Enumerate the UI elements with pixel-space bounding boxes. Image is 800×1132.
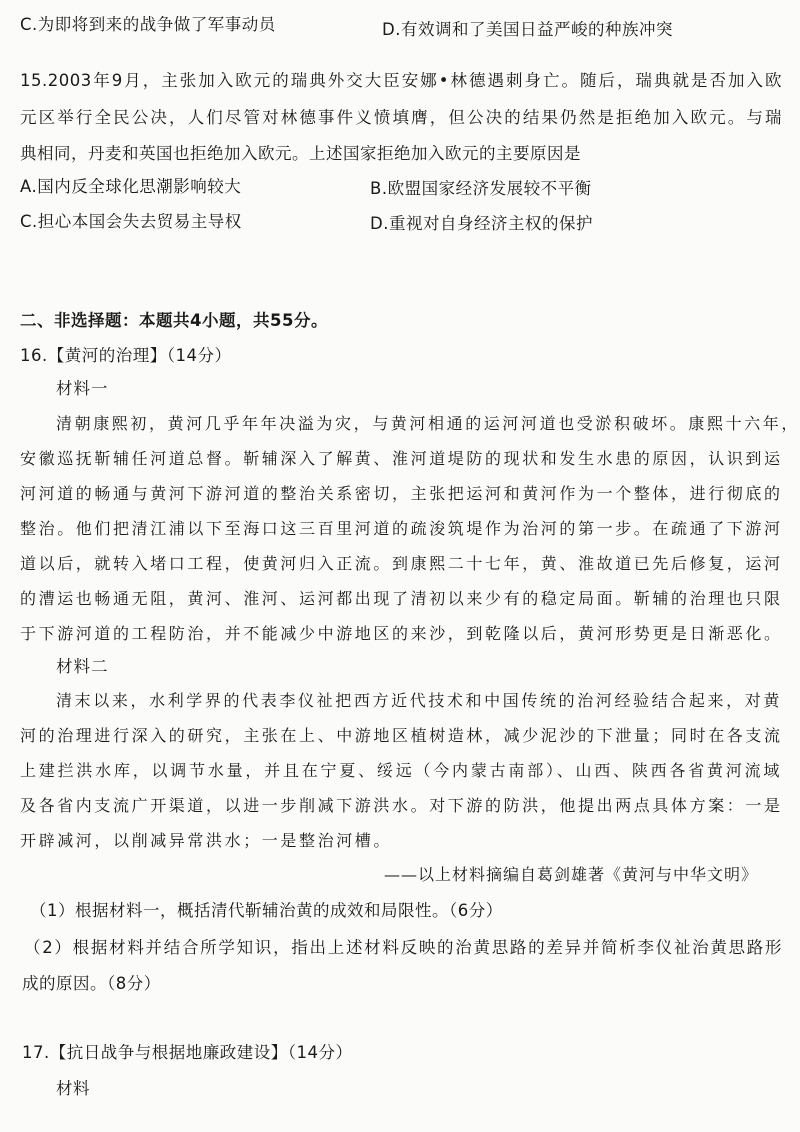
material-1-line: 道以后，就转入堵口工程，使黄河归入正流。到康熙二十七年，黄、淮故道已先后修复，运河 bbox=[20, 554, 783, 573]
material-1-label: 材料一 bbox=[56, 379, 109, 398]
q15-option-d: D.重视对自身经济主权的保护 bbox=[370, 214, 593, 233]
q15-stem-line: 典相同，丹麦和英国也拒绝加入欧元。上述国家拒绝加入欧元的主要原因是 bbox=[20, 144, 581, 163]
q15-option-c: C.担心本国会失去贸易主导权 bbox=[20, 212, 242, 231]
q15-option-a: A.国内反全球化思潮影响较大 bbox=[20, 177, 242, 196]
q16-subquestion-2-line: 成的原因。（8分） bbox=[22, 974, 161, 993]
q15-stem-line: 元区举行全民公决，人们尽管对林德事件义愤填膺，但公决的结果仍然是拒绝加入欧元。与瑞 bbox=[20, 108, 782, 127]
material-2-line: 清末以来，水利学界的代表李仪祉把西方近代技术和中国传统的治河经验结合起来，对黄 bbox=[56, 691, 782, 710]
q16-title: 16.【黄河的治理】（14分） bbox=[20, 346, 232, 365]
q16-subquestion-2-line: （2）根据材料并结合所学知识，指出上述材料反映的治黄思路的差异并简析李仪祉治黄思路形 bbox=[24, 938, 782, 957]
material-2-line: 河的治理进行深入的研究，主张在上、中游地区植树造林，减少泥沙的下泄量；同时在各支流 bbox=[20, 726, 783, 745]
material-1-line: 整治。他们把清江浦以下至海口这三百里河道的疏浚筑堤作为治河的第一步。在疏通了下游河 bbox=[20, 519, 783, 538]
material-2-line: 开辟减河，以削减异常洪水；一是整治河槽。 bbox=[20, 831, 393, 850]
material-2-line: 上建拦洪水库，以调节水量，并且在宁夏、绥远（今内蒙古南部）、山西、陕西各省黄河流域 bbox=[20, 761, 782, 780]
material-1-line: 安徽巡抚靳辅任河道总督。靳辅深入了解黄、淮河道堤防的现状和发生水患的原因，认识到运 bbox=[20, 449, 783, 468]
q16-subquestion-1: （1）根据材料一，概括清代靳辅治黄的成效和局限性。（6分） bbox=[30, 901, 503, 920]
material-2-line: 及各省内支流广开渠道，以进一步削减下游洪水。对下游的防洪，他提出两点具体方案：一是 bbox=[20, 796, 783, 815]
material-1-line: 的漕运也畅通无阻，黄河、淮河、运河都出现了清初以来少有的稳定局面。靳辅的治理也只限 bbox=[20, 589, 783, 608]
q15-option-b: B.欧盟国家经济发展较不平衡 bbox=[370, 179, 592, 198]
q17-material-label: 材料 bbox=[56, 1079, 90, 1098]
q15-stem-line: 15.2003年9月，主张加入欧元的瑞典外交大臣安娜•林德遇刺身亡。随后，瑞典就是否加入欧 bbox=[20, 71, 782, 90]
material-source: ——以上材料摘编自葛剑雄著《黄河与中华文明》 bbox=[383, 865, 758, 884]
q17-title: 17.【抗日战争与根据地廉政建设】（14分） bbox=[22, 1043, 353, 1062]
q14-option-d: D.有效调和了美国日益严峻的种族冲突 bbox=[382, 20, 673, 39]
material-1-line: 河河道的畅通与黄河下游河道的整治关系密切，主张把运河和黄河作为一个整体，进行彻底的 bbox=[20, 484, 783, 503]
material-1-line: 于下游河道的工程防治，并不能减少中游地区的来沙，到乾隆以后，黄河形势更是日渐恶化。 bbox=[20, 624, 783, 643]
material-1-line: 清朝康熙初，黄河几乎年年决溢为灾，与黄河相通的运河河道也受淤积破坏。康熙十六年， bbox=[56, 414, 800, 433]
material-2-label: 材料二 bbox=[56, 657, 109, 676]
q14-option-c: C.为即将到来的战争做了军事动员 bbox=[20, 15, 276, 34]
section-heading: 二、非选择题：本题共4小题，共55分。 bbox=[20, 311, 328, 330]
